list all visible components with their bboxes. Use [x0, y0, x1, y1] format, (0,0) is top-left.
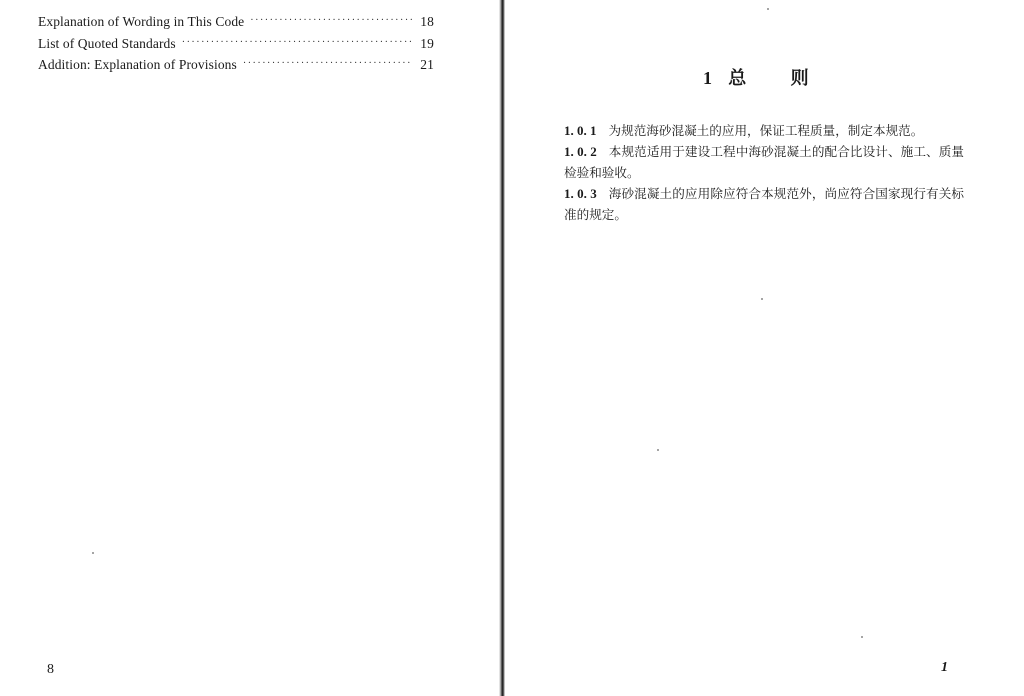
chapter-number: 1 [703, 68, 712, 88]
toc-entry[interactable] [38, 36, 434, 58]
clause-list [564, 120, 964, 225]
clause [564, 120, 964, 141]
toc-entry-page: 18 [420, 14, 434, 29]
scan-speck [861, 636, 863, 638]
clause-number: 1. 0. 1 [564, 123, 597, 138]
toc-dot-leader [243, 58, 412, 69]
clause-text: 海砂混凝土的应用除应符合本规范外，尚应符合国家现行有关标准的规定。 [564, 186, 965, 222]
right-page-number: 1 [941, 660, 948, 675]
toc-entry-title: Explanation of Wording in This Code [38, 14, 245, 29]
toc-entry-title: List of Quoted Standards [38, 35, 176, 51]
toc-entry-page: 21 [420, 57, 434, 72]
toc-dot-leader [250, 15, 412, 26]
left-page [0, 0, 499, 696]
chapter-title-char-1: 总 [728, 68, 747, 89]
clause-number: 1. 0. 3 [564, 186, 597, 201]
toc-entry[interactable] [38, 57, 434, 79]
clause-text: 本规范适用于建设工程中海砂混凝土的配合比设计、施工、质量检验和验收。 [564, 144, 965, 180]
clause-text: 为规范海砂混凝土的应用，保证工程质量，制定本规范。 [608, 123, 924, 138]
toc-entry-page: 19 [420, 35, 434, 51]
scan-speck [657, 449, 659, 451]
scan-speck [761, 298, 763, 300]
toc-dot-leader [182, 37, 412, 48]
clause [564, 183, 964, 225]
chapter-heading [703, 64, 809, 90]
scan-speck [767, 8, 769, 10]
left-page-number: 8 [47, 662, 54, 677]
table-of-contents [38, 14, 434, 79]
scan-speck [92, 552, 94, 554]
toc-entry[interactable] [38, 14, 434, 36]
right-page [505, 0, 1024, 696]
clause-number: 1. 0. 2 [564, 144, 597, 159]
chapter-title-char-2: 则 [790, 68, 809, 89]
toc-entry-title: Addition: Explanation of Provisions [38, 57, 237, 72]
clause [564, 141, 964, 183]
